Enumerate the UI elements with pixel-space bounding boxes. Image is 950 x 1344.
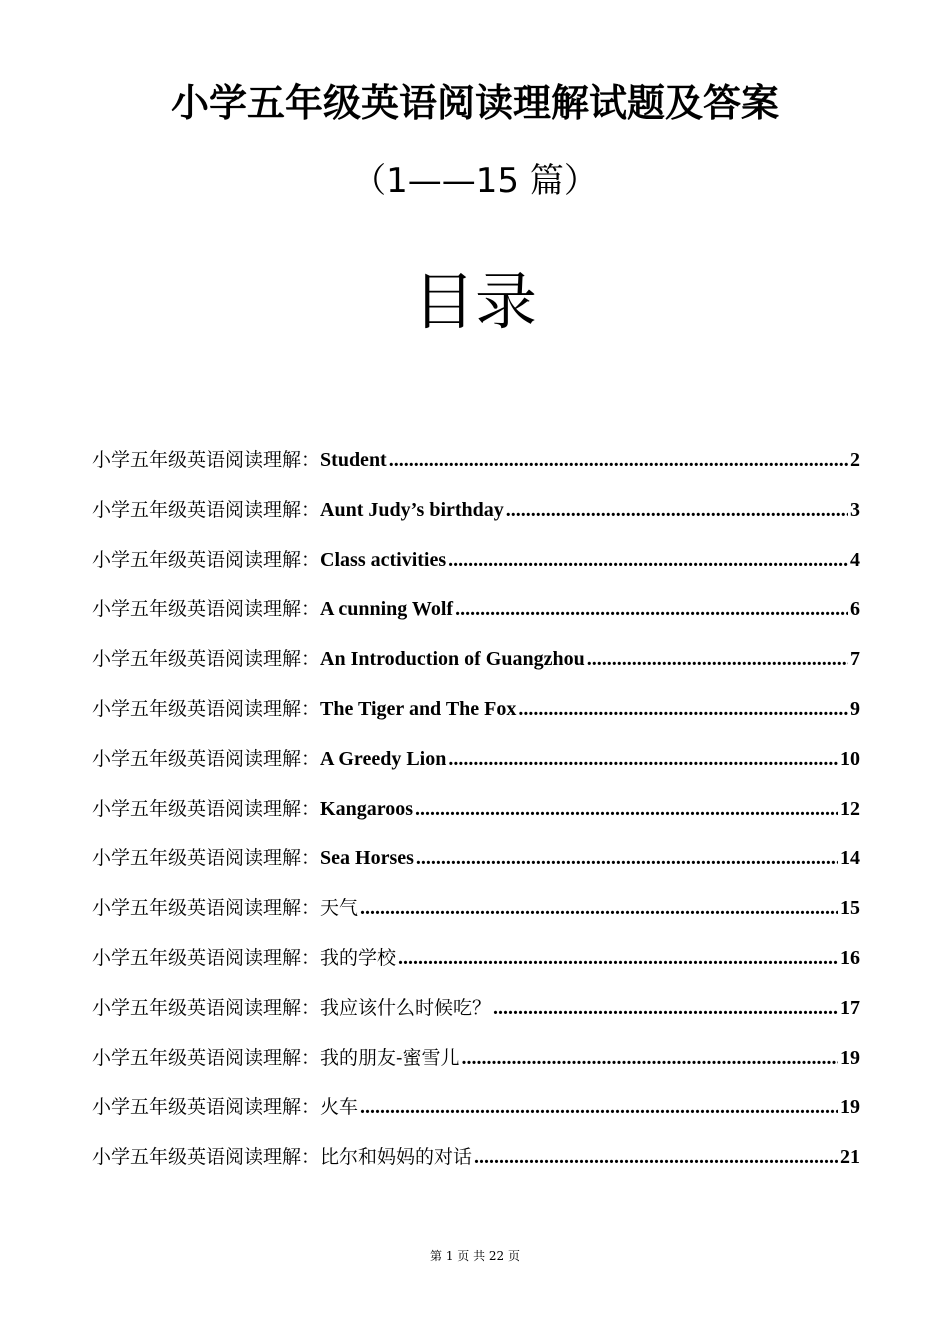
toc-entry-prefix: 小学五年级英语阅读理解 bbox=[92, 847, 302, 870]
toc-entry-title: 火车 bbox=[320, 1096, 359, 1119]
toc-entry-leader-dots bbox=[360, 1088, 838, 1126]
toc-entry-prefix: 小学五年级英语阅读理解 bbox=[92, 747, 302, 770]
toc-entry-title: 天气 bbox=[320, 897, 359, 920]
toc-entry-page-number: 14 bbox=[840, 847, 860, 870]
toc-entry-title: A Greedy Lion bbox=[320, 747, 447, 770]
toc-entry[interactable] bbox=[92, 491, 860, 541]
toc-entry-separator: ： bbox=[301, 847, 321, 870]
toc-entry-separator: ： bbox=[301, 996, 321, 1019]
toc-entry-separator: ： bbox=[301, 797, 321, 820]
toc-entry-page-number: 4 bbox=[850, 548, 860, 571]
toc-entry-separator: ： bbox=[301, 1096, 321, 1119]
toc-entry-prefix: 小学五年级英语阅读理解 bbox=[92, 1146, 302, 1169]
toc-entry-prefix: 小学五年级英语阅读理解 bbox=[92, 946, 302, 969]
toc-entry-separator: ： bbox=[301, 747, 321, 770]
toc-entry-separator: ： bbox=[301, 946, 321, 969]
toc-entry-separator: ： bbox=[301, 1046, 321, 1069]
toc-entry-leader-dots bbox=[518, 690, 848, 728]
toc-entry[interactable] bbox=[92, 541, 860, 591]
toc-entry-page-number: 3 bbox=[850, 498, 860, 521]
toc-entry-title: The Tiger and The Fox bbox=[320, 697, 517, 720]
toc-entry-page-number: 2 bbox=[850, 449, 860, 471]
toc-entry-separator: ： bbox=[301, 548, 321, 571]
toc-entry-title: Kangaroos bbox=[320, 797, 414, 820]
toc-entry[interactable] bbox=[92, 889, 860, 939]
toc-entry-leader-dots bbox=[461, 1039, 838, 1077]
toc-entry-leader-dots bbox=[455, 590, 848, 628]
toc-entry-leader-dots bbox=[474, 1138, 838, 1176]
toc-entry-leader-dots bbox=[506, 491, 848, 529]
toc-entry-title: 比尔和妈妈的对话 bbox=[320, 1146, 473, 1169]
toc-entry-page-number: 19 bbox=[840, 1096, 860, 1119]
toc-entry-title: Aunt Judy’s birthday bbox=[320, 498, 504, 521]
toc-entry-leader-dots bbox=[493, 989, 838, 1027]
toc-entry-prefix: 小学五年级英语阅读理解 bbox=[92, 598, 302, 621]
toc-entry[interactable] bbox=[92, 441, 860, 491]
document-title: 小学五年级英语阅读理解试题及答案 bbox=[170, 81, 779, 125]
toc-entry-separator: ： bbox=[301, 897, 321, 920]
toc-entry[interactable] bbox=[92, 1138, 860, 1188]
toc-entry-prefix: 小学五年级英语阅读理解 bbox=[92, 548, 302, 571]
toc-entry-title: Student bbox=[320, 449, 387, 471]
toc-entry-page-number: 10 bbox=[840, 747, 860, 770]
toc-heading: 目录 bbox=[412, 265, 537, 338]
toc-entry-title: A cunning Wolf bbox=[320, 598, 454, 621]
toc-entry[interactable] bbox=[92, 690, 860, 740]
toc-entry-page-number: 16 bbox=[840, 946, 860, 969]
document-subtitle: （1——15 篇） bbox=[352, 161, 598, 201]
page-footer: 第 1 页 共 22 页 bbox=[430, 1249, 520, 1263]
toc-entry-separator: ： bbox=[301, 1146, 321, 1169]
toc-entry-leader-dots bbox=[360, 889, 838, 927]
toc-entry[interactable] bbox=[92, 989, 860, 1039]
toc-entry-prefix: 小学五年级英语阅读理解 bbox=[92, 897, 302, 920]
toc-entry[interactable] bbox=[92, 590, 860, 640]
toc-entry-page-number: 12 bbox=[840, 797, 860, 820]
toc-entry-page-number: 17 bbox=[840, 996, 860, 1019]
toc-entry-page-number: 7 bbox=[850, 648, 860, 671]
toc-entry[interactable] bbox=[92, 740, 860, 790]
toc-entry-prefix: 小学五年级英语阅读理解 bbox=[92, 1096, 302, 1119]
toc-entry-page-number: 19 bbox=[840, 1046, 860, 1069]
toc-entry[interactable] bbox=[92, 939, 860, 989]
toc-entry-page-number: 21 bbox=[840, 1146, 860, 1169]
toc-entry-prefix: 小学五年级英语阅读理解 bbox=[92, 797, 302, 820]
toc-entry-prefix: 小学五年级英语阅读理解 bbox=[92, 498, 302, 521]
toc-entry-title: Sea Horses bbox=[320, 847, 414, 870]
toc-entry-prefix: 小学五年级英语阅读理解 bbox=[92, 449, 302, 471]
toc-entry-prefix: 小学五年级英语阅读理解 bbox=[92, 1046, 302, 1069]
toc-entry[interactable] bbox=[92, 1088, 860, 1138]
toc-entry-leader-dots bbox=[416, 839, 838, 877]
toc-entry-separator: ： bbox=[301, 498, 321, 521]
toc-entry-title: An Introduction of Guangzhou bbox=[320, 648, 585, 671]
toc-entry-prefix: 小学五年级英语阅读理解 bbox=[92, 697, 302, 720]
toc-entry[interactable] bbox=[92, 839, 860, 889]
toc-entry-leader-dots bbox=[398, 939, 838, 977]
toc-entry-page-number: 6 bbox=[850, 598, 860, 621]
toc-entry-leader-dots bbox=[415, 790, 838, 828]
toc-entry-leader-dots bbox=[448, 541, 848, 579]
toc-entry-leader-dots bbox=[587, 640, 848, 678]
toc-entry-page-number: 9 bbox=[850, 697, 860, 720]
toc-entry[interactable] bbox=[92, 790, 860, 840]
toc-entry-leader-dots bbox=[389, 441, 848, 479]
toc-entry-title: 我的学校 bbox=[320, 946, 397, 969]
toc-entry-title: 我应该什么时候吃？ bbox=[320, 996, 492, 1019]
toc-entry-separator: ： bbox=[301, 697, 321, 720]
toc-entry-separator: ： bbox=[301, 449, 321, 471]
toc-entry-page-number: 15 bbox=[840, 897, 860, 920]
toc-entry[interactable] bbox=[92, 1039, 860, 1089]
toc-entry-prefix: 小学五年级英语阅读理解 bbox=[92, 648, 302, 671]
toc-entry-leader-dots bbox=[448, 740, 838, 778]
toc-entry-prefix: 小学五年级英语阅读理解 bbox=[92, 996, 302, 1019]
toc-entry-separator: ： bbox=[301, 598, 321, 621]
table-of-contents bbox=[92, 441, 860, 1188]
toc-entry-title: Class activities bbox=[320, 548, 447, 571]
toc-entry-separator: ： bbox=[301, 648, 321, 671]
toc-entry[interactable] bbox=[92, 640, 860, 690]
toc-entry-title: 我的朋友-蜜雪儿 bbox=[320, 1046, 460, 1069]
